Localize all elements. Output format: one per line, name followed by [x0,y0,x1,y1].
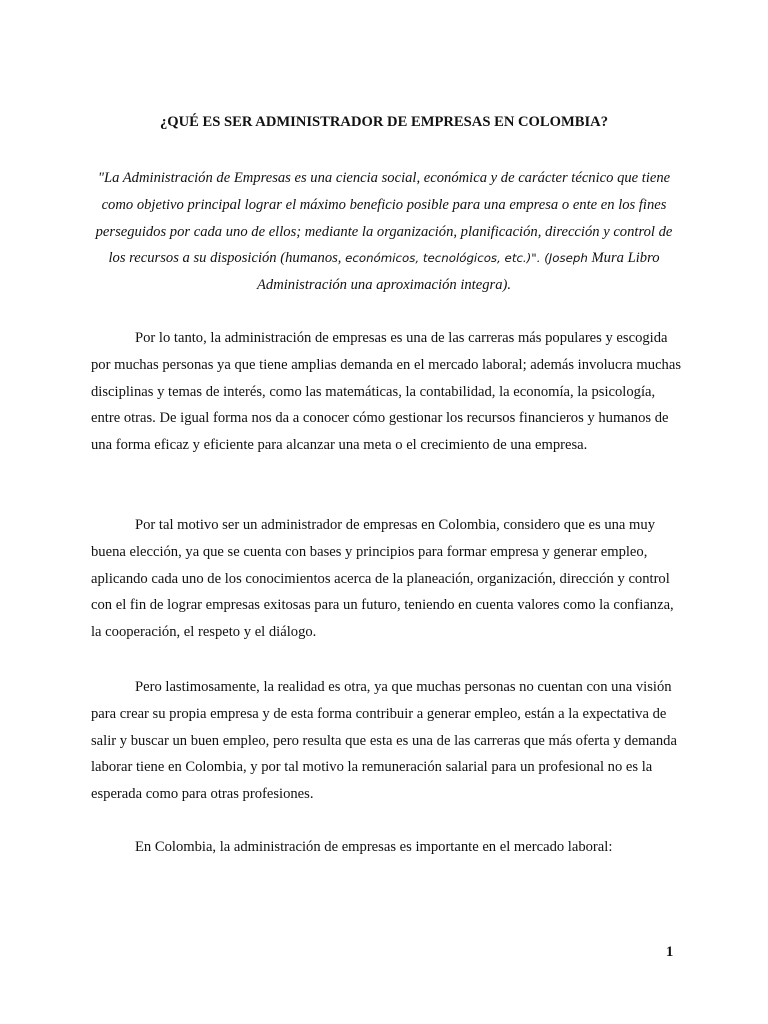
body-paragraph: En Colombia, la administración de empresas es importante en el mercado laboral: [135,839,613,855]
quote-text-sans: económicos, tecnológicos, etc.)". (Joseph [345,251,588,266]
page-number: 1 [666,944,674,960]
body-paragraph: Por lo tanto, la administración de empresas es una de las carreras más populares y escogida por muchas personas ya que tiene amplias demanda en el mercado laboral; además involucra muchas disciplinas y temas de interés, como las matemáticas, la contabilidad, la economía, la psicología, entre otras. De igual forma nos da a conocer cómo gestionar los recursos financieros y humanos de una forma eficaz y eficiente para alcanzar una meta o el crecimiento de una empresa. [91,330,682,454]
definition-quote [88,165,680,299]
body-paragraph: Por tal motivo ser un administrador de empresas en Colombia, considero que es una muy buena elección, ya que se cuenta con bases y principios para formar empresa y generar empleo, aplicando cada uno de los conocimientos acerca de la planeación, organización, dirección y control con el fin de lograr empresas exitosas para un futuro, teniendo en cuenta valores como la confianza, la cooperación, el respeto y el diálogo. [91,517,674,641]
quote-citation: Mura Libro Administración una aproximación integra). [256,250,660,294]
body-paragraph: Pero lastimosamente, la realidad es otra, ya que muchas personas no cuentan con una visión para crear su propia empresa y de esta forma contribuir a generar empleo, están a la expectativa de salir y buscar un buen empleo, pero resulta que esta es una de las carreras que más oferta y demanda laborar tiene en Colombia, y por tal motivo la remuneración salarial para un profesional no es la esperada como para otras profesiones. [91,679,677,803]
quote-text: "La Administración de Empresas es una ciencia social, económica y de carácter técnico que tiene como objetivo principal lograr el máximo beneficio posible para una empresa o ente en los fines perseguidos por cada uno de ellos; mediante la organización, planificación, dirección y control de los recursos a su disposición (humanos, [95,170,673,267]
document-title: ¿QUÉ ES SER ADMINISTRADOR DE EMPRESAS EN COLOMBIA? [159,114,609,130]
